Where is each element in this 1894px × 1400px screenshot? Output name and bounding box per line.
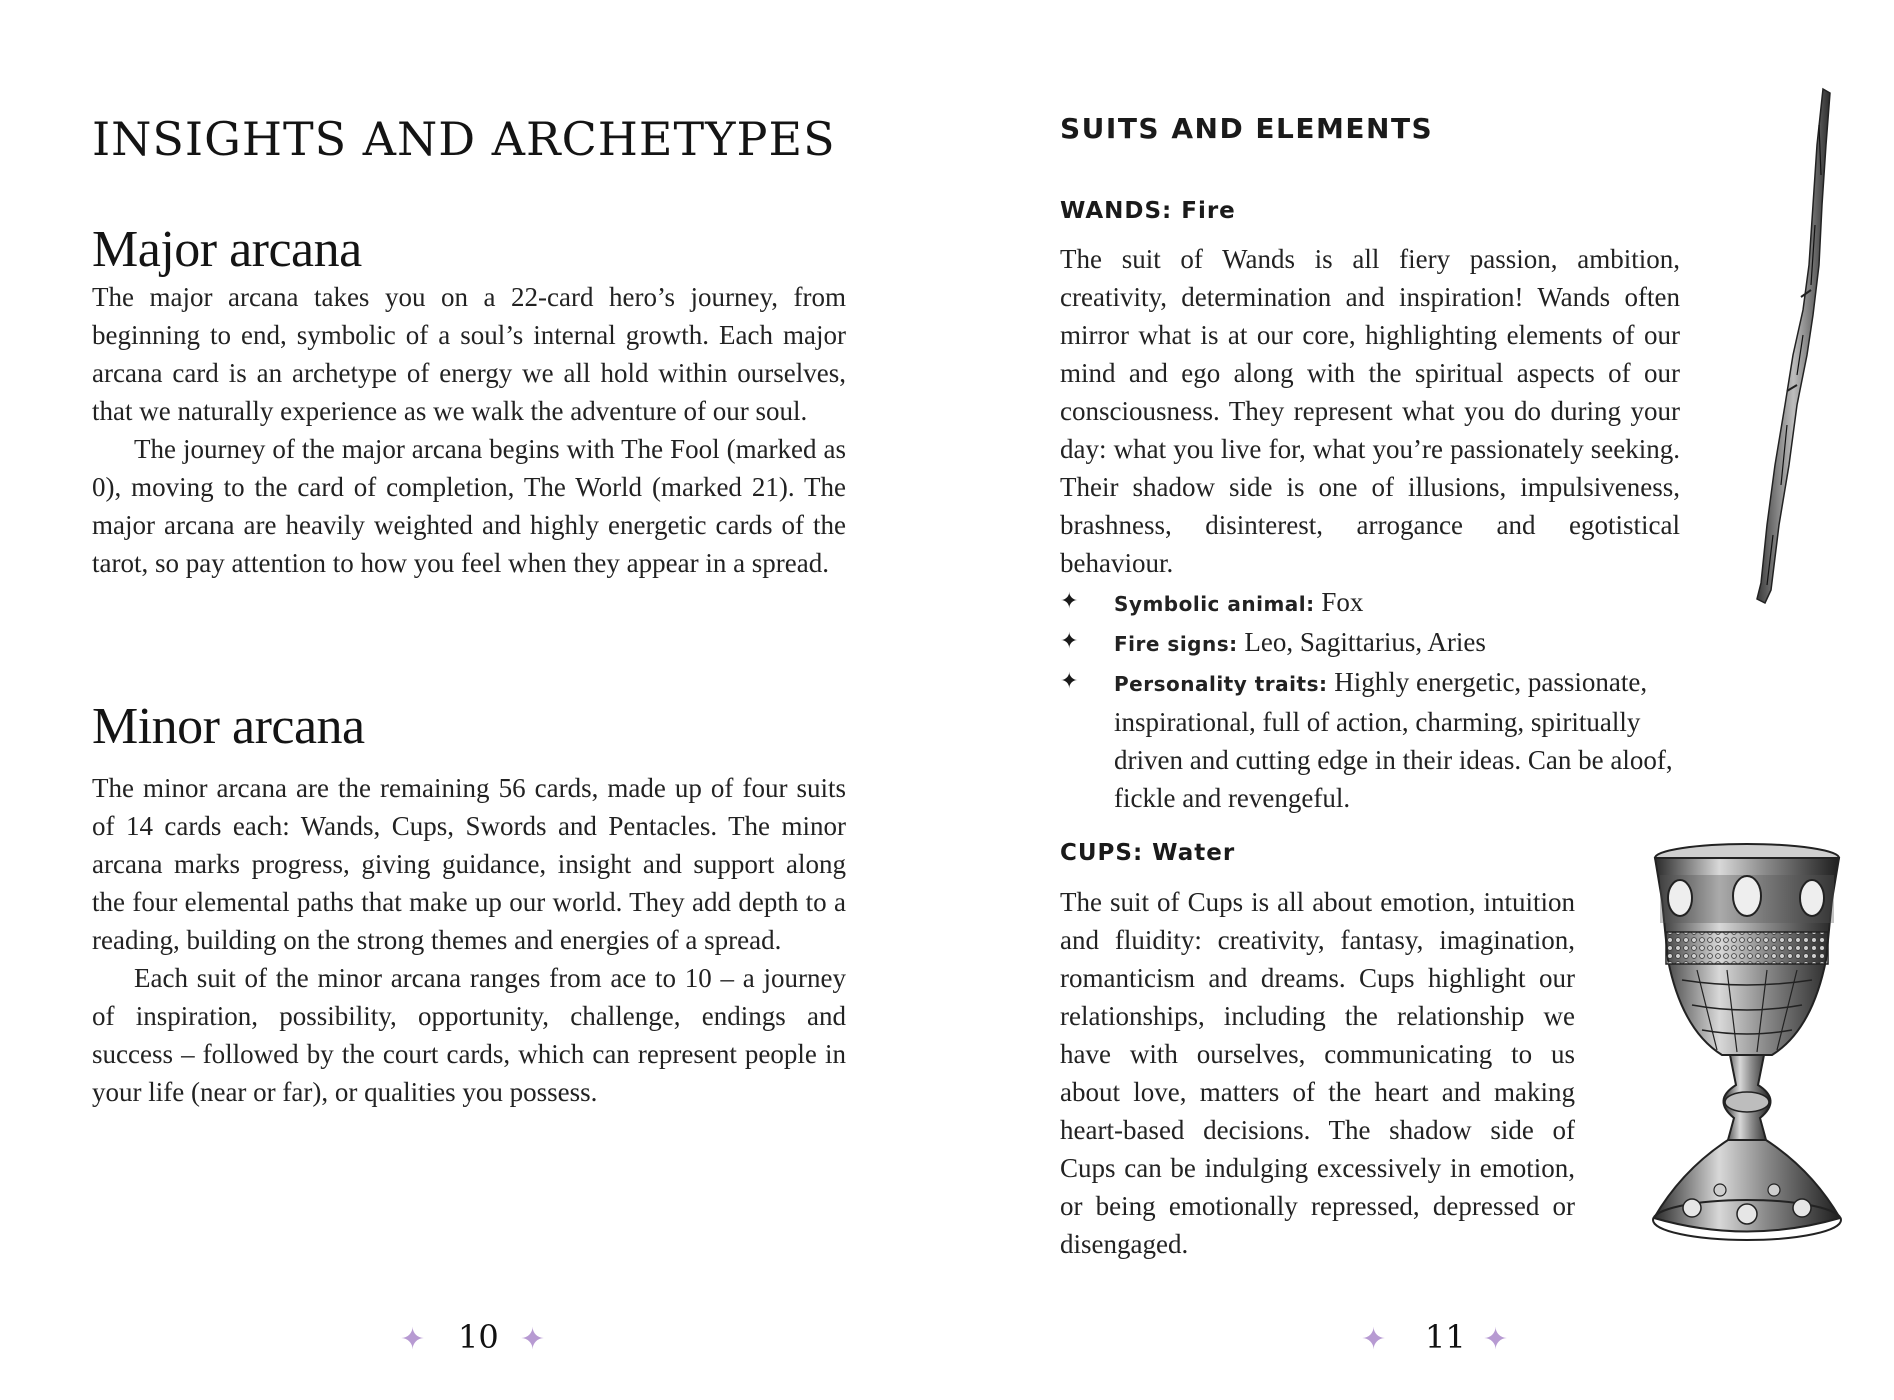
wands-heading: WANDS: Fire — [1060, 198, 1236, 224]
major-arcana-title: Major arcana — [92, 221, 362, 278]
minor-arcana-paragraph-1: The minor arcana are the remaining 56 cards, made up of four suits of 14 cards each: Wands, Cups, Swords and Pentacles. The minor arcana marks progress, giving guidance, insight and support along the four elemental paths that make up our world. They add depth to a reading, building on the strong themes and energies of a spread. — [92, 773, 846, 955]
page-number-right — [1361, 1318, 1521, 1358]
list-item — [1060, 663, 1680, 817]
attribute-label: Symbolic animal: — [1114, 592, 1315, 616]
cups-heading: CUPS: Water — [1060, 840, 1236, 866]
chapter-title: INSIGHTS AND ARCHETYPES — [92, 112, 836, 166]
sparkle-icon: ✦ — [520, 1322, 546, 1357]
page-number-left — [400, 1318, 560, 1358]
list-item — [1060, 583, 1680, 623]
minor-arcana-paragraph-2: Each suit of the minor arcana ranges from ace to 10 – a journey of inspiration, possibility, opportunity, challenge, endings and success – followed by the court cards, which can represent people in your life (near or far), or qualities you possess. — [92, 963, 846, 1107]
page-number: 10 — [458, 1318, 499, 1356]
minor-arcana-title: Minor arcana — [92, 698, 365, 755]
minor-arcana-body — [92, 769, 846, 1111]
sparkle-icon: ✦ — [400, 1322, 426, 1357]
major-arcana-body — [92, 278, 846, 582]
four-point-star-icon: ✦ — [1060, 629, 1079, 654]
wand-icon — [1727, 85, 1847, 615]
attribute-value: Highly energetic, passionate, inspirational, full of action, charming, spiritually driven and cutting edge in their ideas. Can be aloof, fickle and revengeful. — [1114, 667, 1673, 813]
cups-paragraph: The suit of Cups is all about emotion, intuition and fluidity: creativity, fantasy, imagination, romanticism and dreams. Cups highlight our relationships, including the relationship we have with ourselves, communicating to us about love, matters of the heart and making heart-based decisions. The shadow side of Cups can be indulging excessively in emotion, or being emotionally repressed, depressed or disengaged. — [1060, 887, 1575, 1259]
major-arcana-paragraph-1: The major arcana takes you on a 22-card hero’s journey, from beginning to end, symbolic of a soul’s internal growth. Each major arcana card is an archetype of energy we all hold within ourselves, that we naturally experience as we walk the adventure of our soul. — [92, 282, 846, 426]
chalice-icon — [1642, 840, 1852, 1250]
four-point-star-icon: ✦ — [1060, 669, 1079, 694]
attribute-value: Leo, Sagittarius, Aries — [1244, 627, 1486, 657]
right-page — [947, 0, 1894, 1400]
suits-section-title: SUITS AND ELEMENTS — [1060, 112, 1434, 145]
major-arcana-paragraph-2: The journey of the major arcana begins with The Fool (marked as 0), moving to the card of completion, The World (marked 21). The major arcana are heavily weighted and highly energetic cards of the tarot, so pay attention to how you feel when they appear in a spread. — [92, 434, 846, 578]
sparkle-icon: ✦ — [1483, 1322, 1509, 1357]
wands-paragraph: The suit of Wands is all fiery passion, ambition, creativity, determination and inspiration! Wands often mirror what is at our core, highlighting elements of our mind and ego along with the spiritual aspects of our consciousness. They represent what you do during your day: what you live for, what you’re passionately seeking. Their shadow side is one of illusions, impulsiveness, brashness, disinterest, arrogance and egotistical behaviour. — [1060, 244, 1680, 578]
sparkle-icon: ✦ — [1361, 1322, 1387, 1357]
list-item — [1060, 623, 1680, 663]
wands-attributes-list — [1060, 583, 1680, 817]
attribute-value: Fox — [1321, 587, 1364, 617]
attribute-label: Fire signs: — [1114, 632, 1238, 656]
four-point-star-icon: ✦ — [1060, 589, 1079, 614]
attribute-label: Personality traits: — [1114, 672, 1328, 696]
page-number: 11 — [1425, 1318, 1466, 1356]
